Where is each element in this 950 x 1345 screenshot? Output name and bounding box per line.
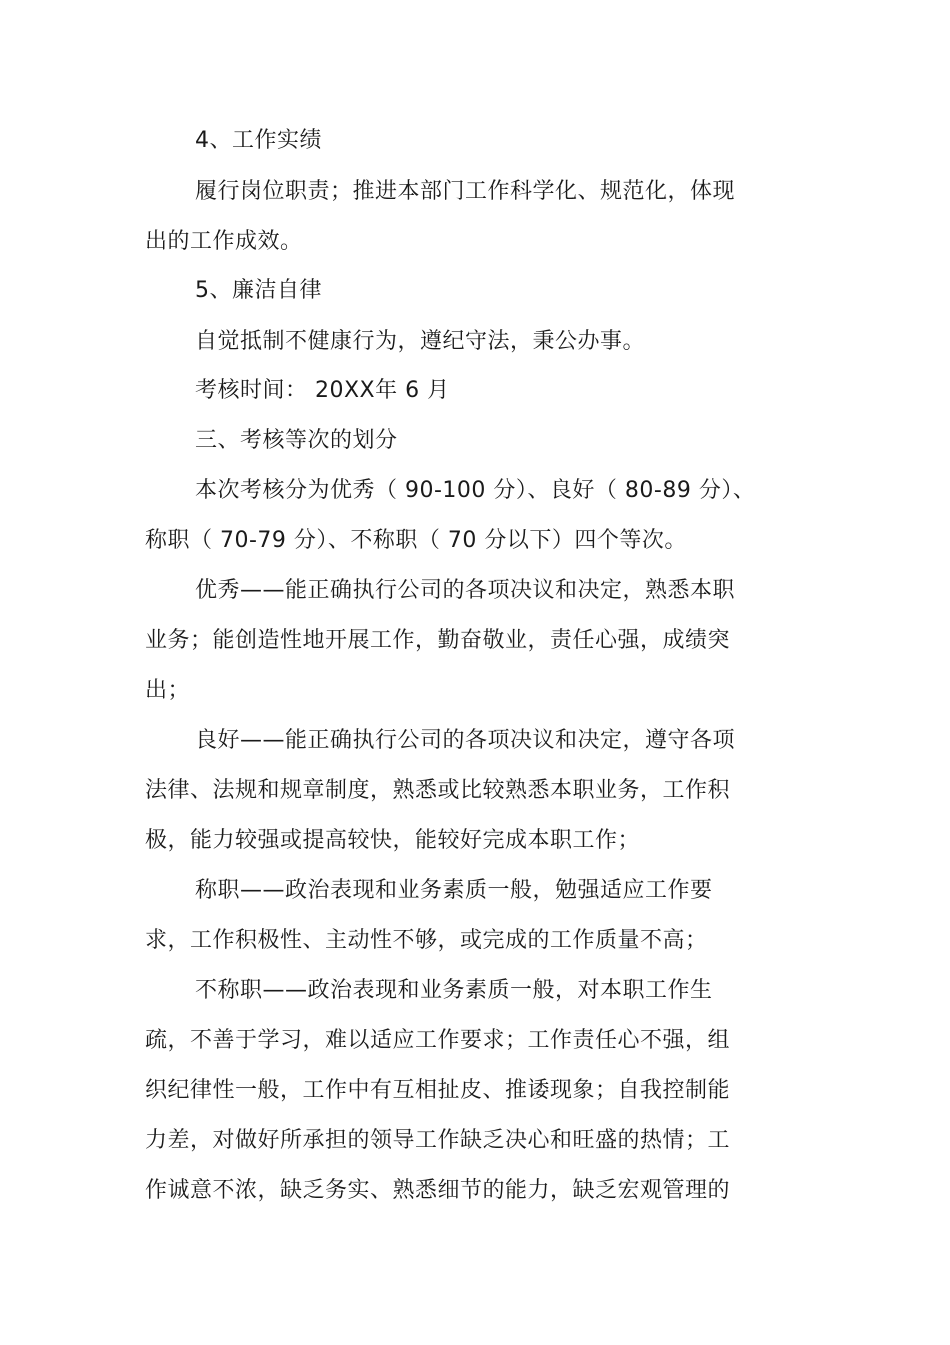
paragraph-line: 织纪律性一般，工作中有互相扯皮、推诿现象；自我控制能 (145, 1078, 731, 1103)
paragraph-line: 力差，对做好所承担的领导工作缺乏决心和旺盛的热情；工 (145, 1128, 731, 1153)
paragraph-line: 称职（ 70-79 分）、不称职（ 70 分以下）四个等次。 (145, 528, 687, 553)
grade-incompetent: 不称职——政治表现和业务素质一般，对本职工作生 (195, 978, 713, 1003)
paragraph-line: 出； (145, 678, 191, 703)
paragraph-line: 疏，不善于学习，难以适应工作要求；工作责任心不强，组 (145, 1028, 731, 1053)
paragraph-line: 出的工作成效。 (145, 229, 303, 254)
paragraph-line: 自觉抵制不健康行为，遵纪守法，秉公办事。 (195, 329, 646, 354)
paragraph-line: 法律、法规和规章制度，熟悉或比较熟悉本职业务，工作积 (145, 778, 731, 803)
heading-grade-division: 三、考核等次的划分 (195, 428, 398, 453)
paragraph-line: 业务；能创造性地开展工作，勤奋敬业，责任心强，成绩突 (145, 628, 731, 653)
grade-good: 良好——能正确执行公司的各项决议和决定，遵守各项 (195, 728, 736, 753)
paragraph-line: 极，能力较强或提高较快，能较好完成本职工作； (145, 828, 641, 853)
assessment-time: 考核时间： 20XX年 6 月 (195, 378, 450, 403)
grade-competent: 称职——政治表现和业务素质一般，勉强适应工作要 (195, 878, 713, 903)
paragraph-line: 求，工作积极性、主动性不够，或完成的工作质量不高； (145, 928, 708, 953)
grade-excellent: 优秀——能正确执行公司的各项决议和决定，熟悉本职 (195, 578, 736, 603)
paragraph-line: 作诚意不浓，缺乏务实、熟悉细节的能力，缺乏宏观管理的 (145, 1178, 731, 1203)
paragraph-line: 履行岗位职责；推进本部门工作科学化、规范化，体现 (195, 179, 736, 204)
heading-integrity: 5、廉洁自律 (195, 278, 322, 303)
heading-work-performance: 4、工作实绩 (195, 128, 322, 153)
paragraph-line: 本次考核分为优秀（ 90-100 分）、良好（ 80-89 分）、 (195, 478, 756, 503)
